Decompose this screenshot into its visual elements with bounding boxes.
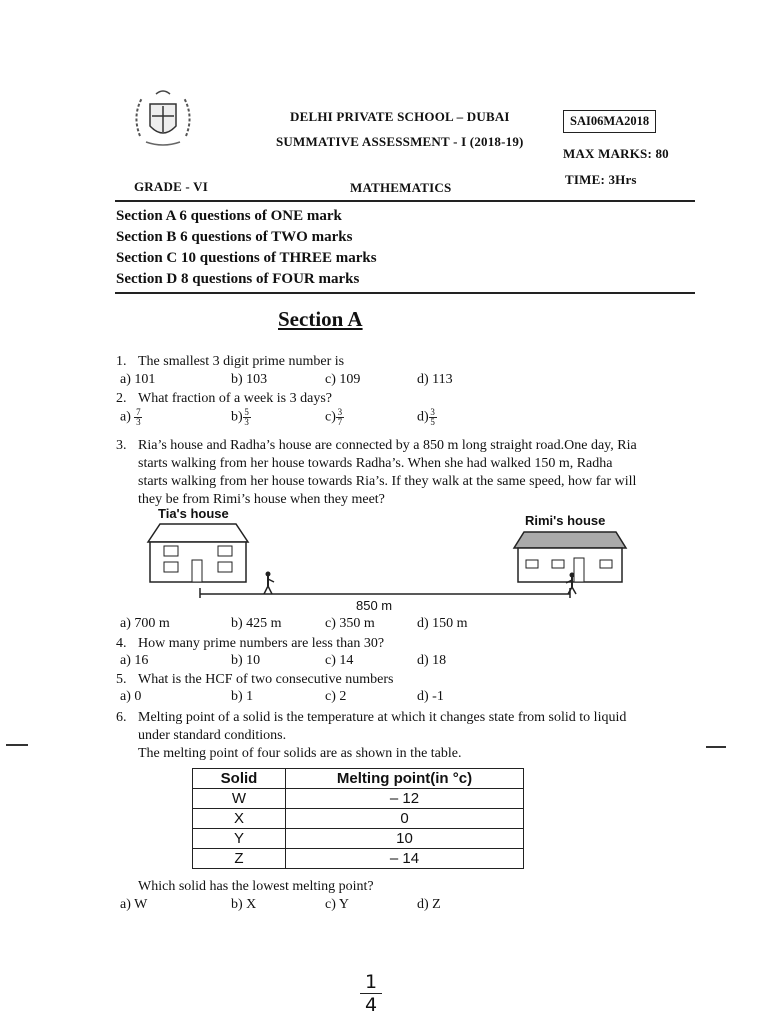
q1-option-d: d) 113 [417,372,453,387]
house-icon [148,524,248,582]
rimi-house-label: Rimi's house [525,513,606,528]
scan-mark [706,746,726,748]
question-number: 3. [116,438,127,453]
denominator: 3 [244,417,249,427]
fraction [134,408,142,427]
numerator: 3 [430,407,435,417]
table-cell: – 12 [286,789,524,809]
option-label: c) [325,409,336,425]
q4-option-d: d) 18 [417,653,447,668]
table-row [193,809,524,829]
question-text: What fraction of a week is 3 days? [138,391,332,406]
table-row [193,849,524,869]
q3-option-d: d) 150 m [417,616,468,631]
table-cell: X [193,809,286,829]
numerator: 5 [244,407,249,417]
table-cell: 10 [286,829,524,849]
q4-option-a: a) 16 [120,653,149,668]
school-crest-logo [128,86,198,156]
question-text: The smallest 3 digit prime number is [138,354,345,369]
melting-point-table [192,768,524,869]
subject-label: MATHEMATICS [350,180,452,195]
question-number: 6. [116,710,127,725]
section-info-divider [115,292,695,294]
q6-option-c: c) Y [325,897,349,912]
table-header-row [193,769,524,789]
question-text: How many prime numbers are less than 30? [138,636,385,651]
question-number: 5. [116,672,127,687]
table-header-cell: Melting point(in °c) [286,769,524,789]
page-number [356,972,386,1015]
q6-option-a: a) W [120,897,148,912]
q4-option-c: c) 14 [325,653,354,668]
question-text-line: under standard conditions. [138,728,287,743]
q5-option-a: a) 0 [120,689,142,704]
question-3 [116,437,706,509]
time-allowed: TIME: 3Hrs [565,172,637,187]
section-info-line: Section A 6 questions of ONE mark [116,208,342,224]
q1-option-b: b) 103 [231,372,268,387]
question-text-line: Ria’s house and Radha’s house are connected by a 850 m long straight road.One day, Ria [138,438,637,453]
option-label: b) [231,409,243,425]
school-name: DELHI PRIVATE SCHOOL – DUBAI [290,109,510,124]
table-row [193,829,524,849]
tia-house-label: Tia's house [158,506,229,521]
question-number: 4. [116,636,127,651]
table-cell: W [193,789,286,809]
road-diagram [140,520,630,606]
table-cell: 0 [286,809,524,829]
section-info-block [116,206,377,290]
table-cell: Z [193,849,286,869]
question-text-line: The melting point of four solids are as shown in the table. [138,746,462,761]
table-cell: Y [193,829,286,849]
q6-option-b: b) X [231,897,257,912]
question-2 [116,390,332,408]
grade-label: GRADE - VI [134,179,208,194]
paper-code-box: SAI06MA2018 [563,110,656,133]
scan-mark [6,744,28,746]
q3-option-b: b) 425 m [231,616,282,631]
q3-option-c: c) 350 m [325,616,375,631]
question-number: 2. [116,391,127,406]
question-4 [116,635,384,653]
question-text: What is the HCF of two consecutive numbers [138,672,394,687]
fraction [429,408,437,427]
table-row [193,789,524,809]
q5-option-b: b) 1 [231,689,254,704]
header-divider [115,200,695,202]
numerator: 7 [136,407,141,417]
q5-option-c: c) 2 [325,689,347,704]
q1-option-a: a) 101 [120,372,156,387]
option-label: a) [120,409,131,425]
fraction [243,408,251,427]
max-marks: MAX MARKS: 80 [563,146,669,161]
q4-option-b: b) 10 [231,653,261,668]
question-1 [116,353,344,371]
q2-option-b [231,408,251,427]
denominator: 3 [136,417,141,427]
question-number: 1. [116,354,127,369]
q5-option-d: d) -1 [417,689,444,704]
q2-option-c [325,408,344,427]
question-text-line: starts walking from her house towards Ria’s. If they walk at the same speed, how far will [138,474,637,489]
question-text-line: they be from Rimi’s house when they meet? [138,492,385,507]
page-number-denominator: 4 [364,994,378,1016]
section-title: Section A [278,307,363,331]
q6-followup-question: Which solid has the lowest melting point? [138,879,374,894]
question-text-line: starts walking from her house towards Radha’s. When she had walked 150 m, Radha [138,456,613,471]
fraction [336,408,344,427]
section-info-line: Section D 8 questions of FOUR marks [116,271,360,287]
table-cell: – 14 [286,849,524,869]
q3-option-a: a) 700 m [120,616,170,631]
walking-person-icon [264,572,274,595]
option-label: d) [417,409,429,425]
q1-option-c: c) 109 [325,372,361,387]
question-6 [116,709,716,763]
assessment-title: SUMMATIVE ASSESSMENT - I (2018-19) [276,134,524,149]
table-header-cell: Solid [193,769,286,789]
question-5 [116,671,393,689]
question-text-line: Melting point of a solid is the temperature at which it changes state from solid to liquid [138,710,627,725]
denominator: 7 [337,417,343,427]
q2-option-d [417,408,437,427]
numerator: 3 [337,407,343,417]
q2-option-a [120,408,142,427]
page-number-numerator: 1 [364,971,378,993]
denominator: 5 [430,417,435,427]
section-info-line: Section B 6 questions of TWO marks [116,229,353,245]
section-info-line: Section C 10 questions of THREE marks [116,250,377,266]
q6-option-d: d) Z [417,897,441,912]
road-distance-label: 850 m [356,598,393,613]
